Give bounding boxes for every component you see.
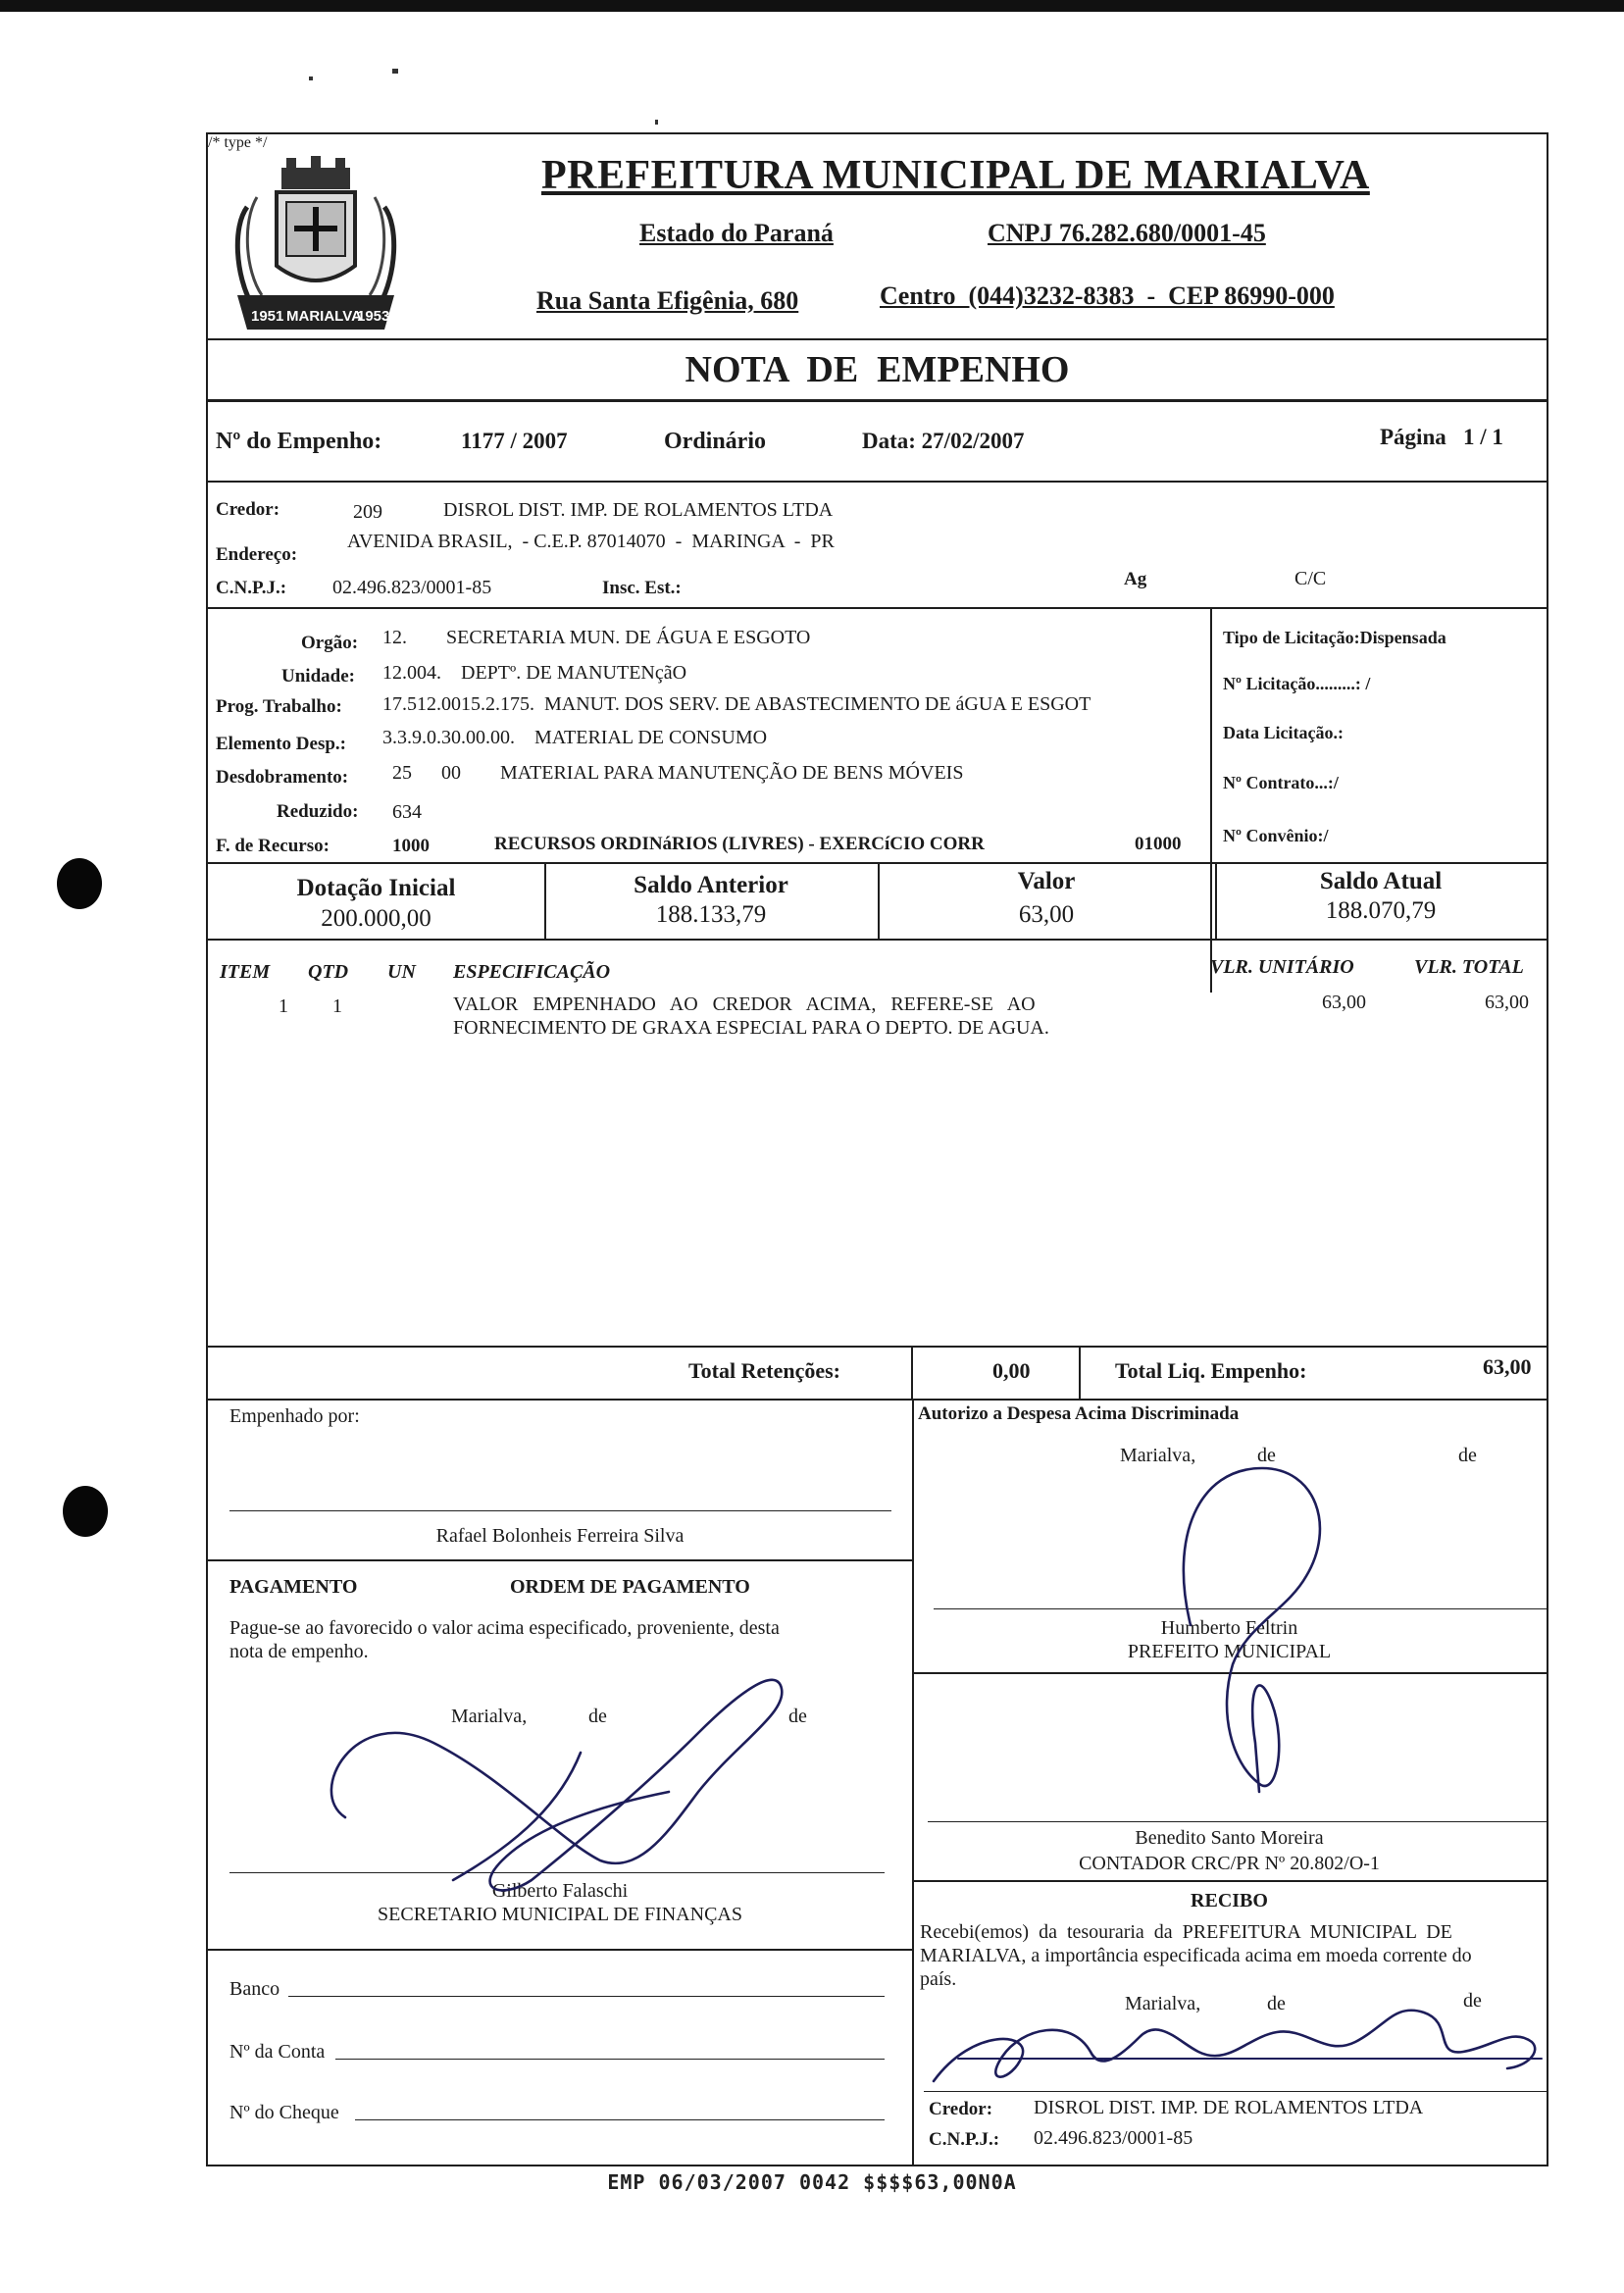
col-unit-header: VLR. UNITÁRIO [1210, 956, 1354, 978]
signature-recebedor [934, 2011, 1535, 2081]
col-qtd-header: QTD [308, 961, 349, 983]
recibo-cnpj-label: C.N.P.J.: [929, 2129, 1000, 2150]
municipality-title: PREFEITURA MUNICIPAL DE MARIALVA [541, 153, 1370, 198]
state-label: Estado do Paraná [639, 219, 834, 247]
agency-label: Ag [1124, 569, 1147, 589]
numero-contrato: Nº Contrato...:/ [1223, 773, 1339, 792]
dotacao-inicial-label: Dotação Inicial [296, 875, 456, 901]
prog-trabalho-label: Prog. Trabalho: [216, 696, 342, 717]
unidade-value: 12.004. DEPTº. DE MANUTENçãO [382, 662, 687, 684]
recibo-place: Marialva, [1125, 1993, 1201, 2014]
recibo-title: RECIBO [1191, 1890, 1268, 1911]
unidade-label: Unidade: [281, 666, 355, 687]
recibo-text-line2: MARIALVA, a importância especificada acima em moeda corrente do [920, 1945, 1472, 1966]
reduzido-value: 634 [392, 801, 422, 823]
nota-de-empenho-form: 1951 MARIALVA 1953 PREFEITURA MUNICIPAL DE MARIALVA Estado do Paraná CNPJ 76.282.680/0001-45 Rua Santa Efigênia, 680 Centro (044)3232-8383 - CEP 86990-000 NOTA DE EMPENHO Nº do Empenho: 1177 / 2007 /* type */ Ordinário Data: 27/02/2007 Página 1 / 1 Credor: 209 DISROL DIST. IMP. DE ROLAMENTOS LTDA Endereço: AVENIDA BRASIL, - C.E.P. 87014070 - MARINGA - PR C.N.P.J.: 02.496.823/0001-85 Insc. Est.: Ag C/C Orgão: 12. SECRETARIA MUN. DE ÁGUA E ESGOTO Unidade: 12.004. DEPTº. DE MANUTENçãO Prog. Trabalho: 17.512.0015.2.175. MANUT. DOS SERV. DE ABASTECIMENTO DE áGUA E ESGOT Elemento Desp.: 3.3.9.0.30.00.00. MATERIAL DE CONSUMO Desdobramento: 25 00 MATERIAL PARA MANUTENÇÃO DE BENS MÓVEIS Reduzido: 634 F. de Recurso: 1000 RECURSOS ORDINáRIOS (LIVRES) - EXERCíCIO CORR 01000 Tipo de Licitação:Dispensada Nº Licitação.........: / Data Licitação.: Nº Contrato...:/ Nº Convênio:/ Dotação Inicial 200.000,00 Saldo Anterior 188.133,79 Valor 63,00 Saldo Atual 188.070,79 ITEM QTD UN ESPECIFICAÇÃO VLR. UNITÁRIO VLR. TOTAL 1 1 VALOR EMPENHADO AO CREDOR ACIMA, REFERE-SE AO FORNECIMENTO DE GRAXA ESPECIAL PARA O DEPTO. DE AGUA. 63,00 63,00 Total Retenções: 0,00 Total Liq. Empenho: 63,00 Empenhado por: Rafael Bolonheis Ferreira Silva PAGAMENTO ORDEM DE PAGAMENTO Pague-se ao favorecido o valor acima especificado, proveniente, desta nota de empenho. Marialva, de de Gilberto Falaschi SECRETARIO MUNICIPAL DE FINANÇAS Banco Nº da Conta Nº do Cheque Autorizo a Despesa Acima Discriminada Marialva, de de Humberto Feltrin PREFEITO MUNICIPAL Benedito Santo Moreira CONTADOR CRC/PR Nº 20.802/O-1 RECIBO Recebi(emos) da tesouraria da PREFEITURA MUNICIPAL DE MARIALVA, a importância especificada acima em moeda corrente do país. Marialva, de de Credor: DISROL DIST. IMP. DE ROLAMENTOS LTDA C.N.P.J.: 02.496.823/0001-85 [206, 132, 1548, 2166]
empenho-type: Ordinário [664, 429, 767, 454]
orgao-value: 12. SECRETARIA MUN. DE ÁGUA E ESGOTO [382, 627, 811, 648]
numero-convenio: Nº Convênio:/ [1223, 826, 1329, 845]
pagamento-de-1: de [588, 1706, 607, 1727]
pagamento-de-2: de [788, 1706, 807, 1727]
municipality-contact: Centro (044)3232-8383 - CEP 86990-000 [880, 281, 1335, 310]
recibo-cnpj: 02.496.823/0001-85 [1034, 2127, 1193, 2149]
punch-hole-top [57, 858, 102, 909]
row-qtd: 1 [332, 995, 342, 1017]
saldo-atual-label: Saldo Atual [1319, 868, 1443, 894]
prefeito-name: Humberto Feltrin [1160, 1617, 1298, 1639]
recibo-text-line3: país. [920, 1968, 957, 1990]
signature-prefeito [1184, 1468, 1320, 1792]
desdobramento-label: Desdobramento: [216, 767, 349, 788]
pagamento-place: Marialva, [451, 1706, 528, 1727]
scan-speck [655, 120, 658, 125]
pagamento-label: PAGAMENTO [229, 1576, 358, 1598]
tipo-licitacao: Tipo de Licitação:Dispensada [1223, 628, 1446, 647]
recibo-credor-label: Credor: [929, 2099, 993, 2119]
total-liquido-label: Total Liq. Empenho: [1115, 1358, 1307, 1383]
saldo-anterior-value: 188.133,79 [655, 901, 767, 928]
contador-name: Benedito Santo Moreira [1135, 1827, 1324, 1849]
desdobramento-value: 25 00 MATERIAL PARA MANUTENÇÃO DE BENS MÓVEIS [392, 762, 964, 784]
signature-secretario [331, 1680, 782, 1891]
pagamento-text-line1: Pague-se ao favorecido o valor acima especificado, proveniente, desta [229, 1617, 780, 1639]
empenhado-name: Rafael Bolonheis Ferreira Silva [435, 1525, 685, 1547]
empenho-number-label: Nº do Empenho: [216, 429, 382, 454]
credor-label: Credor: [216, 499, 280, 520]
cheque-label: Nº do Cheque [229, 2102, 339, 2123]
recurso-code: 1000 [392, 836, 430, 856]
recibo-de-2: de [1463, 1990, 1482, 2012]
col-spec-header: ESPECIFICAÇÃO [453, 961, 611, 983]
row-unit-price: 63,00 [1322, 992, 1366, 1013]
insc-est-label: Insc. Est.: [602, 578, 682, 598]
dotacao-inicial-value: 200.000,00 [321, 905, 431, 932]
recibo-credor-name: DISROL DIST. IMP. DE ROLAMENTOS LTDA [1034, 2097, 1424, 2118]
col-un-header: UN [387, 961, 416, 983]
recurso-description: RECURSOS ORDINáRIOS (LIVRES) - EXERCíCIO CORR [494, 834, 985, 854]
autorizo-place: Marialva, [1120, 1445, 1196, 1466]
credor-cnpj: 02.496.823/0001-85 [332, 577, 492, 598]
secretario-role: SECRETARIO MUNICIPAL DE FINANÇAS [378, 1904, 742, 1925]
autorizo-de-1: de [1257, 1445, 1276, 1466]
page-number: Página 1 / 1 [1380, 425, 1503, 449]
row-spec-line1: VALOR EMPENHADO AO CREDOR ACIMA, REFERE-SE AO [453, 994, 1036, 1015]
row-total: 63,00 [1485, 992, 1529, 1013]
scan-speck [309, 76, 313, 80]
valor-value: 63,00 [1018, 901, 1075, 928]
ordem-pagamento-label: ORDEM DE PAGAMENTO [510, 1576, 750, 1598]
row-item: 1 [279, 995, 288, 1017]
total-retencoes-value: 0,00 [992, 1358, 1031, 1383]
col-item-header: ITEM [220, 961, 271, 983]
saldo-atual-value: 188.070,79 [1325, 897, 1437, 924]
scan-top-border [0, 0, 1624, 12]
crest-year-right: 1953 [357, 308, 390, 325]
prefeito-role: PREFEITO MUNICIPAL [1127, 1641, 1332, 1662]
credor-code: 209 [353, 501, 382, 523]
secretario-name: Gilberto Falaschi [491, 1880, 629, 1902]
credor-name: DISROL DIST. IMP. DE ROLAMENTOS LTDA [443, 499, 834, 521]
saldo-anterior-label: Saldo Anterior [634, 872, 788, 898]
account-label: C/C [1294, 568, 1327, 589]
total-retencoes-label: Total Retenções: [688, 1358, 840, 1383]
recurso-number: 01000 [1135, 834, 1182, 854]
elemento-value: 3.3.9.0.30.00.00. MATERIAL DE CONSUMO [382, 727, 768, 748]
empenho-number: 1177 / 2007 [461, 429, 568, 453]
valor-label: Valor [1017, 868, 1076, 894]
handwritten-signatures [208, 134, 1547, 2165]
recibo-text-line1: Recebi(emos) da tesouraria da PREFEITURA MUNICIPAL DE [920, 1921, 1452, 1943]
punch-hole-bottom [63, 1486, 108, 1537]
cnpj-label: C.N.P.J.: [216, 578, 287, 598]
scan-speck [392, 69, 398, 74]
recibo-de-1: de [1267, 1993, 1286, 2014]
document-title: NOTA DE EMPENHO [685, 349, 1070, 390]
empenhado-label: Empenhado por: [229, 1405, 360, 1427]
mechanical-validation-stamp: EMP 06/03/2007 0042 $$$$63,00N0A [607, 2170, 1017, 2194]
row-spec-line2: FORNECIMENTO DE GRAXA ESPECIAL PARA O DEPTO. DE AGUA. [453, 1017, 1049, 1039]
contador-role: CONTADOR CRC/PR Nº 20.802/O-1 [1079, 1853, 1380, 1874]
col-total-header: VLR. TOTAL [1414, 956, 1524, 978]
autorizo-de-2: de [1458, 1445, 1477, 1466]
recurso-label: F. de Recurso: [216, 836, 330, 856]
address-label: Endereço: [216, 544, 298, 565]
conta-label: Nº da Conta [229, 2041, 326, 2063]
total-liquido-value: 63,00 [1483, 1354, 1532, 1379]
orgao-label: Orgão: [301, 633, 359, 653]
autorizo-label: Autorizo a Despesa Acima Discriminada [918, 1403, 1240, 1424]
municipality-cnpj: CNPJ 76.282.680/0001-45 [988, 219, 1266, 247]
crest-town: MARIALVA [286, 308, 362, 325]
banco-label: Banco [229, 1978, 280, 2000]
data-licitacao: Data Licitação.: [1223, 723, 1344, 742]
crest-year-left: 1951 [251, 308, 284, 325]
empenho-date: Data: 27/02/2007 [862, 429, 1025, 453]
municipality-address: Rua Santa Efigênia, 680 [536, 286, 799, 315]
prog-trabalho-value: 17.512.0015.2.175. MANUT. DOS SERV. DE ABASTECIMENTO DE áGUA E ESGOT [382, 693, 1091, 715]
pagamento-text-line2: nota de empenho. [229, 1641, 369, 1662]
reduzido-label: Reduzido: [277, 801, 359, 822]
numero-licitacao: Nº Licitação.........: / [1223, 674, 1371, 693]
elemento-label: Elemento Desp.: [216, 734, 346, 754]
credor-address: AVENIDA BRASIL, - C.E.P. 87014070 - MARINGA - PR [347, 531, 835, 552]
